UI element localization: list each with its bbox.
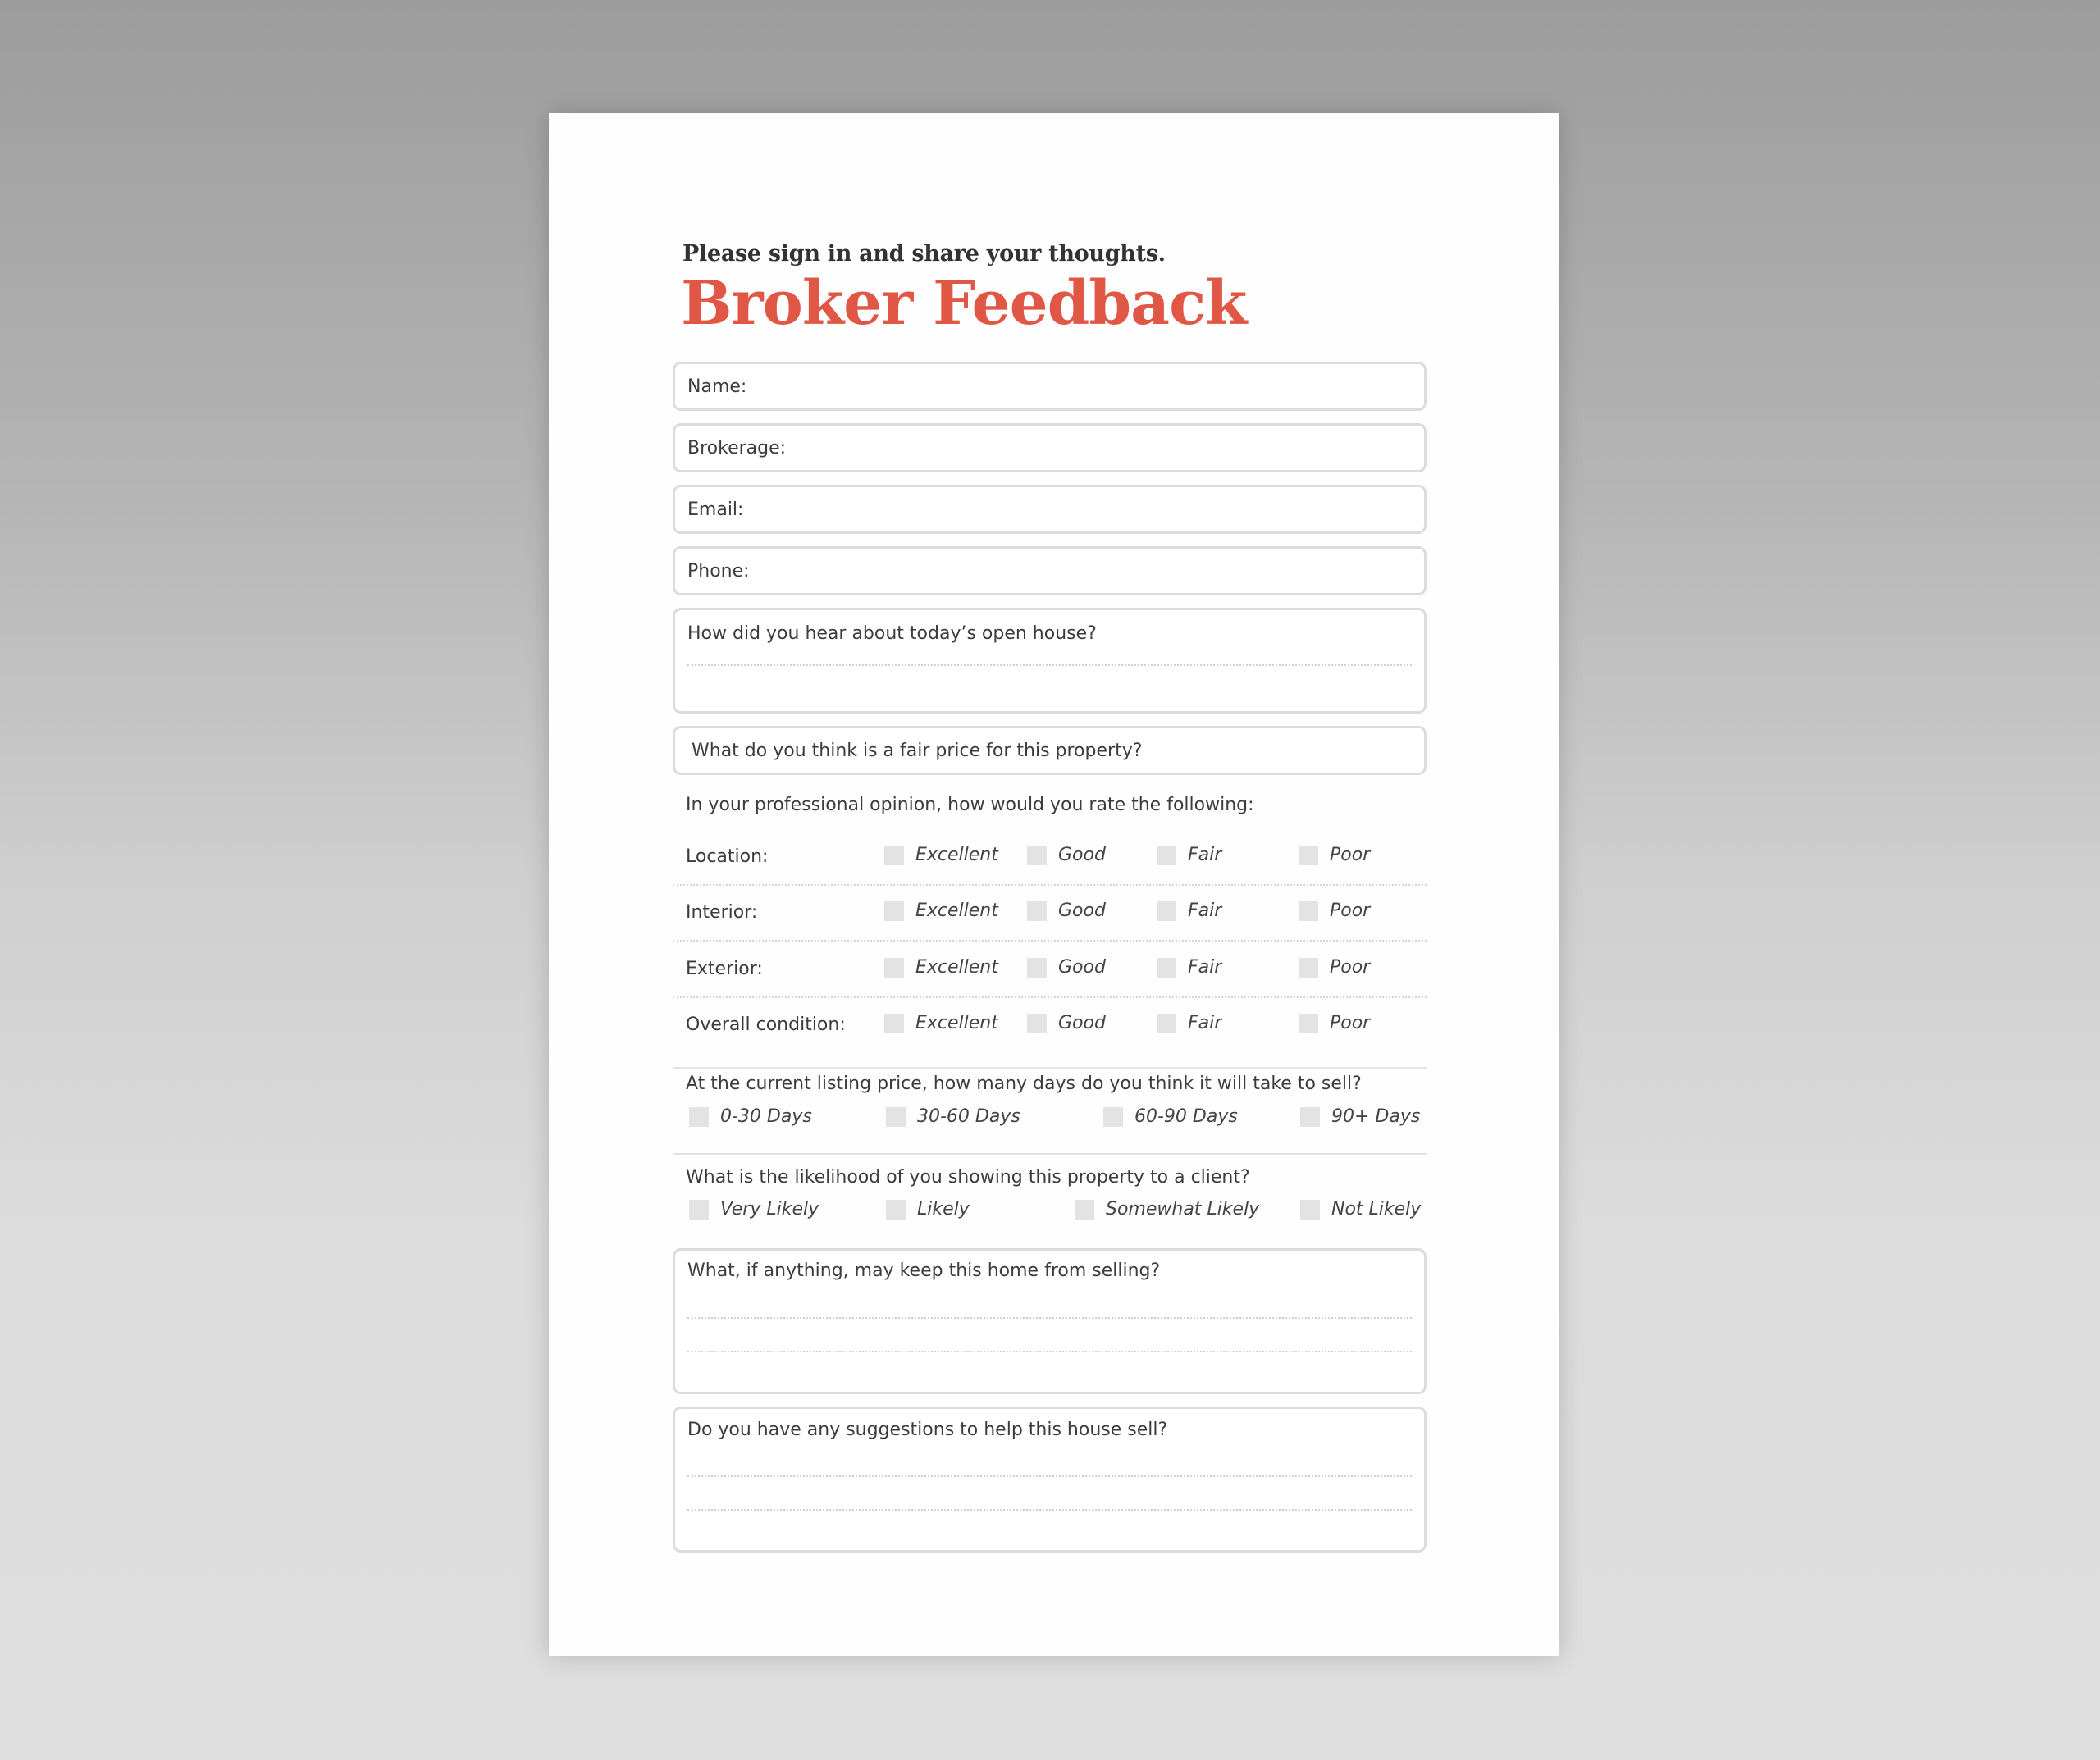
rating-overall-condition-poor-checkbox[interactable] (1299, 1014, 1318, 1033)
rating-location-fair-label: Fair (1188, 845, 1222, 865)
likelihood-likely-checkbox[interactable] (886, 1200, 906, 1220)
answer-line (687, 1351, 1412, 1352)
days-30-60-days-label: 30-60 Days (917, 1106, 1020, 1127)
likelihood-very-likely-option[interactable] (689, 1199, 819, 1220)
days-60-90-days-checkbox[interactable] (1103, 1107, 1123, 1127)
rating-exterior-excellent-checkbox[interactable] (884, 958, 904, 978)
rating-exterior-good-checkbox[interactable] (1027, 958, 1047, 978)
rating-interior-fair-checkbox[interactable] (1157, 901, 1176, 921)
answer-line (687, 1317, 1412, 1319)
rating-interior-good-label: Good (1058, 901, 1106, 921)
rating-exterior-poor-option[interactable] (1299, 957, 1370, 978)
rating-overall-condition-good-checkbox[interactable] (1027, 1014, 1047, 1033)
rating-overall-condition-excellent-option[interactable] (884, 1013, 998, 1033)
rating-intro: In your professional opinion, how would you rate the following: (686, 795, 1254, 815)
rating-interior-excellent-checkbox[interactable] (884, 901, 904, 921)
answer-line (687, 1475, 1412, 1477)
likelihood-somewhat-likely-checkbox[interactable] (1075, 1200, 1094, 1220)
rating-location-poor-option[interactable] (1299, 845, 1370, 865)
answer-line (687, 1509, 1412, 1511)
rating-row-label-overall-condition: Overall condition: (686, 1015, 846, 1035)
rating-interior-poor-option[interactable] (1299, 901, 1370, 921)
days-0-30-days-label: 0-30 Days (720, 1106, 812, 1127)
rating-overall-condition-excellent-label: Excellent (915, 1013, 998, 1033)
suggestions-field[interactable] (673, 1407, 1427, 1553)
phone-field-label: Phone: (687, 561, 750, 581)
name-field-label: Name: (687, 376, 747, 397)
likelihood-somewhat-likely-option[interactable] (1075, 1199, 1259, 1220)
keep-from-selling-field[interactable] (673, 1248, 1427, 1394)
likelihood-very-likely-label: Very Likely (720, 1199, 819, 1220)
rating-overall-condition-fair-label: Fair (1188, 1013, 1222, 1033)
days-90-days-label: 90+ Days (1331, 1106, 1421, 1127)
rating-overall-condition-excellent-checkbox[interactable] (884, 1014, 904, 1033)
likelihood-likely-label: Likely (917, 1199, 970, 1220)
rating-interior-fair-label: Fair (1188, 901, 1222, 921)
section-divider (673, 1153, 1427, 1155)
days-90-days-option[interactable] (1300, 1106, 1420, 1127)
rating-overall-condition-poor-label: Poor (1330, 1013, 1371, 1033)
days-60-90-days-label: 60-90 Days (1134, 1106, 1238, 1127)
rating-location-excellent-checkbox[interactable] (884, 846, 904, 865)
rating-interior-excellent-option[interactable] (884, 901, 998, 921)
rating-overall-condition-poor-option[interactable] (1299, 1013, 1370, 1033)
days-to-sell-question: At the current listing price, how many days do you think it will take to sell? (686, 1074, 1362, 1094)
rating-interior-good-checkbox[interactable] (1027, 901, 1047, 921)
rating-overall-condition-good-option[interactable] (1027, 1013, 1106, 1033)
email-field-label: Email: (687, 499, 744, 520)
hear-about-field[interactable] (673, 608, 1427, 714)
rating-interior-excellent-label: Excellent (915, 901, 998, 921)
rating-location-excellent-option[interactable] (884, 845, 998, 865)
email-field[interactable] (673, 485, 1427, 534)
suggestions-question: Do you have any suggestions to help this house sell? (687, 1420, 1168, 1440)
feedback-form-sheet (549, 113, 1559, 1656)
name-field[interactable] (673, 362, 1427, 411)
likelihood-likely-option[interactable] (886, 1199, 970, 1220)
hear-about-question: How did you hear about today’s open house? (687, 623, 1097, 644)
days-0-30-days-option[interactable] (689, 1106, 812, 1127)
row-divider (673, 884, 1427, 886)
days-30-60-days-checkbox[interactable] (886, 1107, 906, 1127)
keep-from-selling-question: What, if anything, may keep this home from selling? (687, 1261, 1161, 1281)
brokerage-field[interactable] (673, 423, 1427, 472)
answer-line (687, 664, 1412, 666)
section-divider (673, 1067, 1427, 1069)
rating-row-label-location: Location: (686, 846, 769, 867)
row-divider (673, 940, 1427, 942)
rating-exterior-fair-checkbox[interactable] (1157, 958, 1176, 978)
rating-exterior-good-option[interactable] (1027, 957, 1106, 978)
likelihood-somewhat-likely-label: Somewhat Likely (1106, 1199, 1260, 1220)
likelihood-not-likely-label: Not Likely (1331, 1199, 1422, 1220)
rating-interior-poor-label: Poor (1330, 901, 1371, 921)
fair-price-field[interactable] (673, 726, 1427, 775)
rating-interior-poor-checkbox[interactable] (1299, 901, 1318, 921)
rating-interior-fair-option[interactable] (1157, 901, 1221, 921)
rating-interior-good-option[interactable] (1027, 901, 1106, 921)
days-30-60-days-option[interactable] (886, 1106, 1020, 1127)
likelihood-very-likely-checkbox[interactable] (689, 1200, 709, 1220)
rating-exterior-excellent-label: Excellent (915, 957, 998, 978)
rating-location-poor-checkbox[interactable] (1299, 846, 1318, 865)
rating-exterior-fair-label: Fair (1188, 957, 1222, 978)
rating-exterior-poor-label: Poor (1330, 957, 1371, 978)
rating-location-good-option[interactable] (1027, 845, 1106, 865)
rating-location-fair-option[interactable] (1157, 845, 1221, 865)
form-title: Broker Feedback (681, 268, 1247, 339)
rating-exterior-excellent-option[interactable] (884, 957, 998, 978)
rating-exterior-good-label: Good (1058, 957, 1106, 978)
rating-location-fair-checkbox[interactable] (1157, 846, 1176, 865)
rating-overall-condition-fair-option[interactable] (1157, 1013, 1221, 1033)
fair-price-question: What do you think is a fair price for this property? (692, 741, 1143, 761)
rating-overall-condition-fair-checkbox[interactable] (1157, 1014, 1176, 1033)
rating-location-good-label: Good (1058, 845, 1106, 865)
rating-overall-condition-good-label: Good (1058, 1013, 1106, 1033)
rating-location-excellent-label: Excellent (915, 845, 998, 865)
likelihood-not-likely-checkbox[interactable] (1300, 1200, 1320, 1220)
rating-location-poor-label: Poor (1330, 845, 1371, 865)
row-divider (673, 996, 1427, 998)
rating-row-label-interior: Interior: (686, 902, 758, 923)
days-90-days-checkbox[interactable] (1300, 1107, 1320, 1127)
brokerage-field-label: Brokerage: (687, 438, 787, 458)
days-60-90-days-option[interactable] (1103, 1106, 1238, 1127)
days-0-30-days-checkbox[interactable] (689, 1107, 709, 1127)
rating-exterior-poor-checkbox[interactable] (1299, 958, 1318, 978)
rating-location-good-checkbox[interactable] (1027, 846, 1047, 865)
likelihood-question: What is the likelihood of you showing this property to a client? (686, 1167, 1250, 1188)
form-tagline: Please sign in and share your thoughts. (682, 241, 1166, 267)
rating-row-label-exterior: Exterior: (686, 959, 763, 979)
rating-exterior-fair-option[interactable] (1157, 957, 1221, 978)
phone-field[interactable] (673, 546, 1427, 595)
likelihood-not-likely-option[interactable] (1300, 1199, 1421, 1220)
